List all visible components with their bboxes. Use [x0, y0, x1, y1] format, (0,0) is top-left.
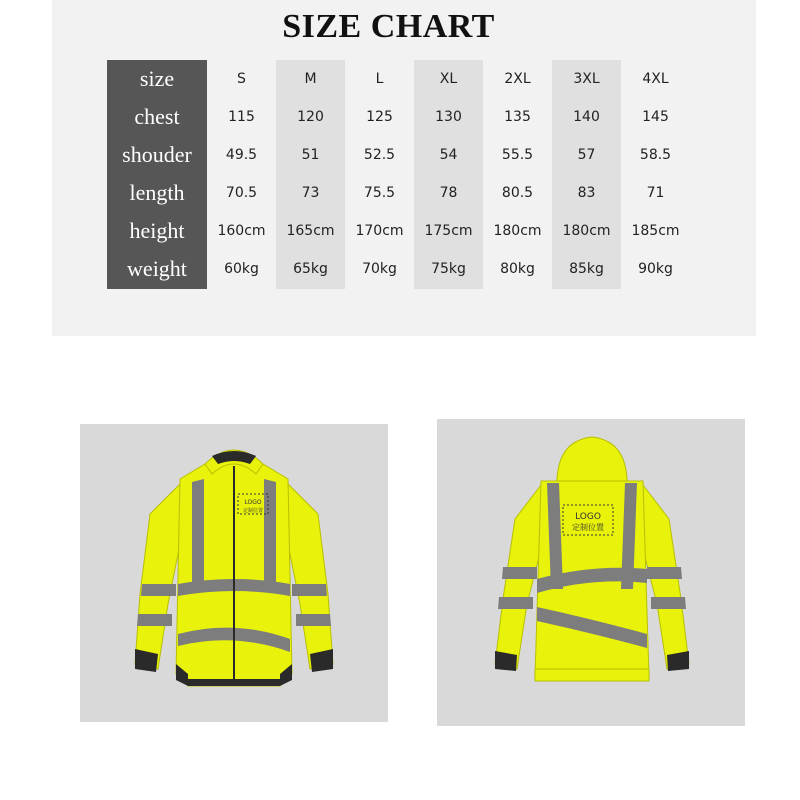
cell-height: 170cm [355, 223, 404, 239]
cell-chest: 135 [504, 109, 531, 125]
cell-shoulder: 49.5 [225, 147, 258, 163]
cell-chest: 120 [297, 109, 324, 125]
cell-shoulder: 54 [439, 147, 458, 163]
size-column-s [207, 60, 276, 289]
cell-shoulder: 52.5 [363, 147, 396, 163]
front-logo-text: LOGO [244, 499, 262, 506]
size-chart-panel [52, 0, 756, 336]
cell-length: 80.5 [501, 185, 534, 201]
cell-weight: 60kg [224, 261, 259, 277]
cell-height: 185cm [631, 223, 680, 239]
cell-length: 75.5 [363, 185, 396, 201]
cell-size: L [375, 71, 384, 87]
jacket-back-illustration [437, 419, 745, 726]
row-label-shoulder: shouder [122, 142, 192, 167]
cell-length: 71 [646, 185, 665, 201]
cell-shoulder: 55.5 [501, 147, 534, 163]
size-column-4xl [621, 60, 690, 289]
size-column-xl [414, 60, 483, 289]
cell-chest: 145 [642, 109, 669, 125]
front-logo-subtext: 定制位置 [242, 508, 264, 514]
size-column-2xl [483, 60, 552, 289]
cell-weight: 65kg [293, 261, 328, 277]
size-column-3xl [552, 60, 621, 289]
jacket-back-image [437, 419, 745, 726]
cell-height: 180cm [562, 223, 611, 239]
cell-height: 180cm [493, 223, 542, 239]
cell-length: 83 [577, 185, 596, 201]
cell-shoulder: 58.5 [639, 147, 672, 163]
cell-weight: 70kg [362, 261, 397, 277]
cell-size: 2XL [504, 71, 531, 87]
back-logo-text: LOGO [575, 512, 601, 522]
size-column-m [276, 60, 345, 289]
cell-height: 160cm [217, 223, 266, 239]
row-label-column [107, 60, 207, 289]
cell-weight: 85kg [569, 261, 604, 277]
cell-height: 165cm [286, 223, 335, 239]
row-label-height: height [129, 218, 185, 243]
jacket-front-illustration [80, 424, 388, 722]
cell-length: 73 [301, 185, 320, 201]
cell-length: 70.5 [225, 185, 258, 201]
cell-weight: 80kg [500, 261, 535, 277]
cell-length: 78 [439, 185, 458, 201]
cell-size: M [304, 71, 317, 87]
cell-shoulder: 51 [301, 147, 320, 163]
row-label-weight: weight [127, 256, 187, 281]
cell-weight: 75kg [431, 261, 466, 277]
size-column-l [345, 60, 414, 289]
cell-size: XL [439, 71, 458, 87]
cell-chest: 140 [573, 109, 600, 125]
jacket-front-image [80, 424, 388, 722]
cell-chest: 130 [435, 109, 462, 125]
cell-height: 175cm [424, 223, 473, 239]
cell-size: 4XL [642, 71, 669, 87]
row-label-length: length [129, 180, 185, 205]
cell-size: 3XL [573, 71, 600, 87]
cell-shoulder: 57 [577, 147, 596, 163]
size-chart-title: SIZE CHART [282, 8, 495, 45]
row-label-size: size [139, 66, 175, 91]
cell-size: S [237, 71, 246, 87]
size-table [107, 60, 690, 289]
cell-weight: 90kg [638, 261, 673, 277]
cell-chest: 125 [366, 109, 393, 125]
row-label-chest: chest [134, 104, 180, 129]
cell-chest: 115 [228, 109, 255, 125]
back-logo-subtext: 定制位置 [572, 523, 604, 532]
